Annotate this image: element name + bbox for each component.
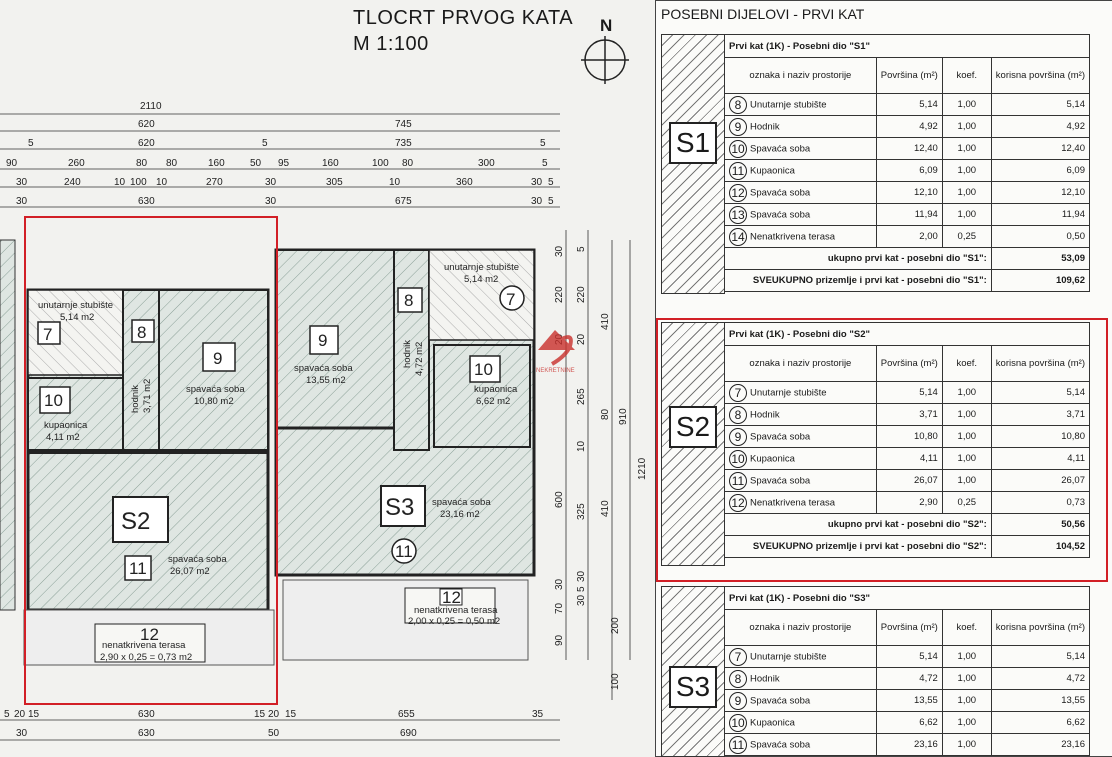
tables-title: POSEBNI DIJELOVI - PRVI KAT bbox=[661, 6, 865, 22]
s2-code: S2 bbox=[669, 406, 717, 448]
svg-text:2,90 x 0,25 = 0,73 m2: 2,90 x 0,25 = 0,73 m2 bbox=[100, 652, 193, 663]
s1-table: Prvi kat (1K) - Posebni dio "S1" oznaka i naziv prostorije Površina (m²) koef. korisna površina (m²) 8 Unutarnje stubište 5,14 1,00 5,14 9 Hodnik 4,92 1,00 4,92 10 Spavaća soba 12,40 1,00 12,40 11 Kupaonica 6,09 1,00 6,09 12 Spavaća soba 12,10 1,00 12,10 13 Spavaća soba 11,94 1,00 11,94 14 Nenatkrivena terasa 2,00 0,25 0,50 ukupno prvi kat - posebni dio "S1": 53,09 SVEUKUPNO prizemlje i prvi kat - posebni dio "S1": 109,62 bbox=[724, 34, 1090, 292]
svg-text:90: 90 bbox=[554, 634, 565, 646]
svg-text:630: 630 bbox=[138, 728, 155, 739]
svg-text:50: 50 bbox=[250, 158, 262, 169]
svg-text:15: 15 bbox=[285, 709, 297, 720]
svg-text:10: 10 bbox=[474, 360, 493, 379]
svg-text:15: 15 bbox=[28, 709, 40, 720]
svg-text:10: 10 bbox=[576, 440, 587, 452]
svg-text:10: 10 bbox=[156, 177, 168, 188]
svg-text:15: 15 bbox=[254, 709, 266, 720]
svg-text:50: 50 bbox=[268, 728, 280, 739]
svg-text:630: 630 bbox=[138, 196, 155, 207]
svg-text:300: 300 bbox=[478, 158, 495, 169]
s2-table: Prvi kat (1K) - Posebni dio "S2" oznaka i naziv prostorije Površina (m²) koef. korisna površina (m²) 7 Unutarnje stubište 5,14 1,00 5,14 8 Hodnik 3,71 1,00 3,71 9 Spavaća soba 10,80 1,00 10,80 10 Kupaonica 4,11 1,00 4,11 11 Spavaća soba 26,07 1,00 26,07 12 Nenatkrivena terasa 2,90 0,25 0,73 ukupno prvi kat - posebni dio "S2": 50,56 SVEUKUPNO prizemlje i prvi kat - posebni dio "S2": 104,52 bbox=[724, 322, 1090, 558]
svg-text:2,00 x 0,25 = 0,50 m2: 2,00 x 0,25 = 0,50 m2 bbox=[408, 616, 501, 627]
svg-text:NEKRETNINE: NEKRETNINE bbox=[536, 368, 575, 374]
svg-text:200: 200 bbox=[610, 617, 621, 634]
svg-text:655: 655 bbox=[398, 709, 415, 720]
svg-text:5: 5 bbox=[540, 138, 546, 149]
svg-text:100: 100 bbox=[372, 158, 389, 169]
unit-s2-label: S2 bbox=[121, 508, 151, 535]
svg-text:3,71 m2: 3,71 m2 bbox=[142, 378, 153, 413]
svg-text:80: 80 bbox=[402, 158, 414, 169]
svg-text:11: 11 bbox=[129, 559, 147, 578]
compass-icon bbox=[581, 36, 629, 84]
svg-text:735: 735 bbox=[395, 138, 412, 149]
svg-text:5: 5 bbox=[542, 158, 548, 169]
svg-text:30: 30 bbox=[554, 578, 565, 590]
svg-text:4,11 m2: 4,11 m2 bbox=[46, 432, 80, 443]
svg-text:620: 620 bbox=[138, 119, 155, 130]
s1-code: S1 bbox=[669, 122, 717, 164]
watermark-logo bbox=[536, 330, 575, 374]
svg-text:nenatkrivena terasa: nenatkrivena terasa bbox=[414, 605, 498, 616]
svg-text:5: 5 bbox=[548, 177, 554, 188]
svg-text:160: 160 bbox=[322, 158, 339, 169]
svg-text:260: 260 bbox=[68, 158, 85, 169]
s3-table: Prvi kat (1K) - Posebni dio "S3" oznaka i naziv prostorije Površina (m²) koef. korisna površina (m²) 7 Unutarnje stubište 5,14 1,00 5,14 8 Hodnik 4,72 1,00 4,72 9 Spavaća soba 13,55 1,00 13,55 10 Kupaonica 6,62 1,00 6,62 11 Spavaća soba 23,16 1,00 23,16 bbox=[724, 586, 1090, 756]
svg-text:7: 7 bbox=[43, 325, 53, 344]
svg-text:8: 8 bbox=[404, 291, 414, 310]
svg-text:7: 7 bbox=[506, 290, 516, 309]
svg-text:hodnik: hodnik bbox=[402, 340, 413, 368]
s1-code-cell bbox=[661, 34, 725, 294]
svg-text:4,72 m2: 4,72 m2 bbox=[414, 341, 425, 376]
svg-text:5: 5 bbox=[576, 246, 587, 252]
svg-text:6,62 m2: 6,62 m2 bbox=[476, 396, 511, 407]
plan-title: TLOCRT PRVOG KATA bbox=[353, 7, 574, 29]
unit-s3-label: S3 bbox=[385, 494, 415, 521]
s3-title: Prvi kat (1K) - Posebni dio "S3" bbox=[725, 587, 1090, 610]
svg-text:690: 690 bbox=[400, 728, 417, 739]
svg-text:20: 20 bbox=[576, 333, 587, 345]
vertical-dimension-texts bbox=[554, 245, 648, 690]
svg-text:30: 30 bbox=[265, 177, 277, 188]
svg-text:11: 11 bbox=[395, 542, 413, 561]
svg-text:5: 5 bbox=[548, 196, 554, 207]
svg-text:hodnik: hodnik bbox=[130, 385, 141, 413]
svg-text:270: 270 bbox=[206, 177, 223, 188]
svg-text:20: 20 bbox=[268, 709, 280, 720]
svg-text:kupaonica: kupaonica bbox=[474, 384, 518, 395]
s1-title: Prvi kat (1K) - Posebni dio "S1" bbox=[725, 35, 1090, 58]
svg-text:spavaća soba: spavaća soba bbox=[186, 384, 245, 395]
svg-text:13,55 m2: 13,55 m2 bbox=[306, 375, 346, 386]
svg-text:410: 410 bbox=[600, 313, 611, 330]
svg-text:80: 80 bbox=[136, 158, 148, 169]
svg-text:70: 70 bbox=[554, 602, 565, 614]
svg-text:30: 30 bbox=[554, 245, 565, 257]
svg-text:20: 20 bbox=[14, 709, 26, 720]
svg-text:100: 100 bbox=[610, 673, 621, 690]
svg-text:5,14 m2: 5,14 m2 bbox=[464, 274, 499, 285]
svg-text:240: 240 bbox=[64, 177, 81, 188]
svg-text:9: 9 bbox=[213, 349, 223, 368]
svg-text:unutarnje stubište: unutarnje stubište bbox=[38, 300, 113, 311]
s2-title: Prvi kat (1K) - Posebni dio "S2" bbox=[725, 323, 1090, 346]
svg-text:90: 90 bbox=[6, 158, 18, 169]
svg-text:nenatkrivena terasa: nenatkrivena terasa bbox=[102, 640, 186, 651]
svg-text:10: 10 bbox=[114, 177, 126, 188]
svg-text:220: 220 bbox=[554, 286, 565, 303]
svg-text:9: 9 bbox=[318, 331, 328, 350]
svg-text:unutarnje stubište: unutarnje stubište bbox=[444, 262, 519, 273]
svg-text:160: 160 bbox=[208, 158, 225, 169]
s3-code: S3 bbox=[669, 666, 717, 708]
svg-text:325: 325 bbox=[576, 503, 587, 520]
svg-text:630: 630 bbox=[138, 709, 155, 720]
svg-text:5: 5 bbox=[576, 586, 587, 592]
svg-text:8: 8 bbox=[137, 323, 147, 342]
svg-text:5: 5 bbox=[28, 138, 34, 149]
svg-text:10,80 m2: 10,80 m2 bbox=[194, 396, 234, 407]
svg-text:1210: 1210 bbox=[637, 457, 648, 480]
svg-text:spavaća soba: spavaća soba bbox=[432, 497, 491, 508]
svg-text:100: 100 bbox=[130, 177, 147, 188]
plan-scale: M 1:100 bbox=[353, 33, 429, 55]
svg-text:5: 5 bbox=[262, 138, 268, 149]
s2-highlight-plan bbox=[24, 216, 278, 705]
svg-text:10: 10 bbox=[44, 391, 63, 410]
svg-text:620: 620 bbox=[138, 138, 155, 149]
svg-text:30: 30 bbox=[576, 594, 587, 606]
svg-text:35: 35 bbox=[532, 709, 544, 720]
svg-text:30: 30 bbox=[16, 177, 28, 188]
svg-text:23,16 m2: 23,16 m2 bbox=[440, 509, 480, 520]
svg-text:5: 5 bbox=[4, 709, 10, 720]
svg-text:410: 410 bbox=[600, 500, 611, 517]
dim-total: 2110 bbox=[140, 101, 162, 112]
svg-text:265: 265 bbox=[576, 388, 587, 405]
svg-text:910: 910 bbox=[618, 408, 629, 425]
svg-text:kupaonica: kupaonica bbox=[44, 420, 88, 431]
svg-text:30: 30 bbox=[16, 196, 28, 207]
svg-text:305: 305 bbox=[326, 177, 343, 188]
svg-text:220: 220 bbox=[576, 286, 587, 303]
svg-text:26,07 m2: 26,07 m2 bbox=[170, 566, 210, 577]
north-label: N bbox=[600, 16, 613, 35]
svg-text:745: 745 bbox=[395, 119, 412, 130]
svg-text:30: 30 bbox=[531, 177, 543, 188]
svg-text:30: 30 bbox=[16, 728, 28, 739]
svg-text:30: 30 bbox=[265, 196, 277, 207]
svg-text:12: 12 bbox=[140, 625, 159, 644]
svg-text:30: 30 bbox=[576, 570, 587, 582]
svg-text:12: 12 bbox=[442, 588, 461, 607]
svg-text:600: 600 bbox=[554, 491, 565, 508]
svg-text:10: 10 bbox=[389, 177, 401, 188]
svg-text:spavaća soba: spavaća soba bbox=[294, 363, 353, 374]
svg-text:80: 80 bbox=[600, 408, 611, 420]
svg-text:spavaća soba: spavaća soba bbox=[168, 554, 227, 565]
svg-text:675: 675 bbox=[395, 196, 412, 207]
svg-text:30: 30 bbox=[531, 196, 543, 207]
svg-text:95: 95 bbox=[278, 158, 290, 169]
svg-text:80: 80 bbox=[166, 158, 178, 169]
svg-text:360: 360 bbox=[456, 177, 473, 188]
svg-text:5,14 m2: 5,14 m2 bbox=[60, 312, 95, 323]
